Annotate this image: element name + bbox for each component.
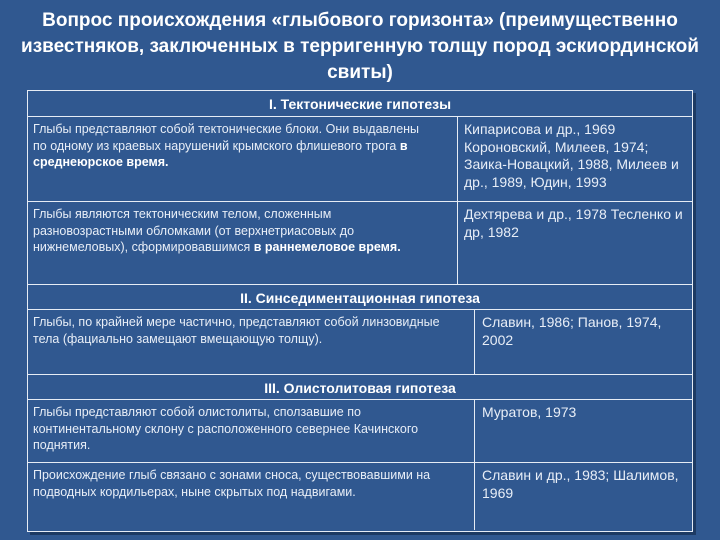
column-divider <box>474 310 475 374</box>
table-row <box>28 202 692 284</box>
row-authors: Славин и др., 1983; Шалимов, 1969 <box>482 467 679 501</box>
table-row <box>28 310 692 374</box>
table-row <box>28 400 692 462</box>
row-description: Глыбы представляют собой тектонические блоки. Они выдавлены по одному из краевых нарушений крымского флишевого трога в среднеюрское время. <box>33 122 420 169</box>
hypotheses-table <box>27 90 693 532</box>
table-row <box>28 463 692 530</box>
row-description: Происхождение глыб связано с зонами сноса, существовавшими на подводных кордильерах, ныне скрытых под надвигами. <box>33 468 431 499</box>
table-row <box>28 117 692 201</box>
row-authors: Дехтярева и др., 1978 Тесленко и др, 1982 <box>464 206 683 240</box>
section-header-tectonic: I. Тектонические гипотезы <box>28 91 692 117</box>
column-divider <box>474 400 475 462</box>
row-authors: Кипарисова и др., 1969 Короновский, Милеев, 1974; Заика-Новацкий, 1988, Милеев и др., 1989, Юдин, 1993 <box>464 121 679 190</box>
row-authors: Муратов, 1973 <box>482 404 577 420</box>
section-header-synsedimentary: II. Синседиментационная гипотеза <box>28 284 692 310</box>
row-description: Глыбы, по крайней мере частично, представляют собой линзовидные тела (фациально замещают вмещающую толщу). <box>33 315 440 346</box>
section-header-olistolith: III. Олистолитовая гипотеза <box>28 374 692 400</box>
row-description: Глыбы представляют собой олистолиты, сползавшие по континентальному склону с расположенного севернее Качинского поднятия. <box>33 405 419 452</box>
column-divider <box>457 117 458 201</box>
row-description: Глыбы являются тектоническим телом, сложенным разновозрастными обломками (от верхнетриасовых до нижнемеловых), сформировавшимся в раннемеловое время. <box>33 207 401 254</box>
row-authors: Славин, 1986; Панов, 1974, 2002 <box>482 314 662 348</box>
column-divider <box>457 202 458 284</box>
page-title: Вопрос происхождения «глыбового горизонта» (преимущественно известняков, заключенных в терригенную толщу пород эскиординской свиты) <box>21 10 699 83</box>
column-divider <box>474 463 475 530</box>
